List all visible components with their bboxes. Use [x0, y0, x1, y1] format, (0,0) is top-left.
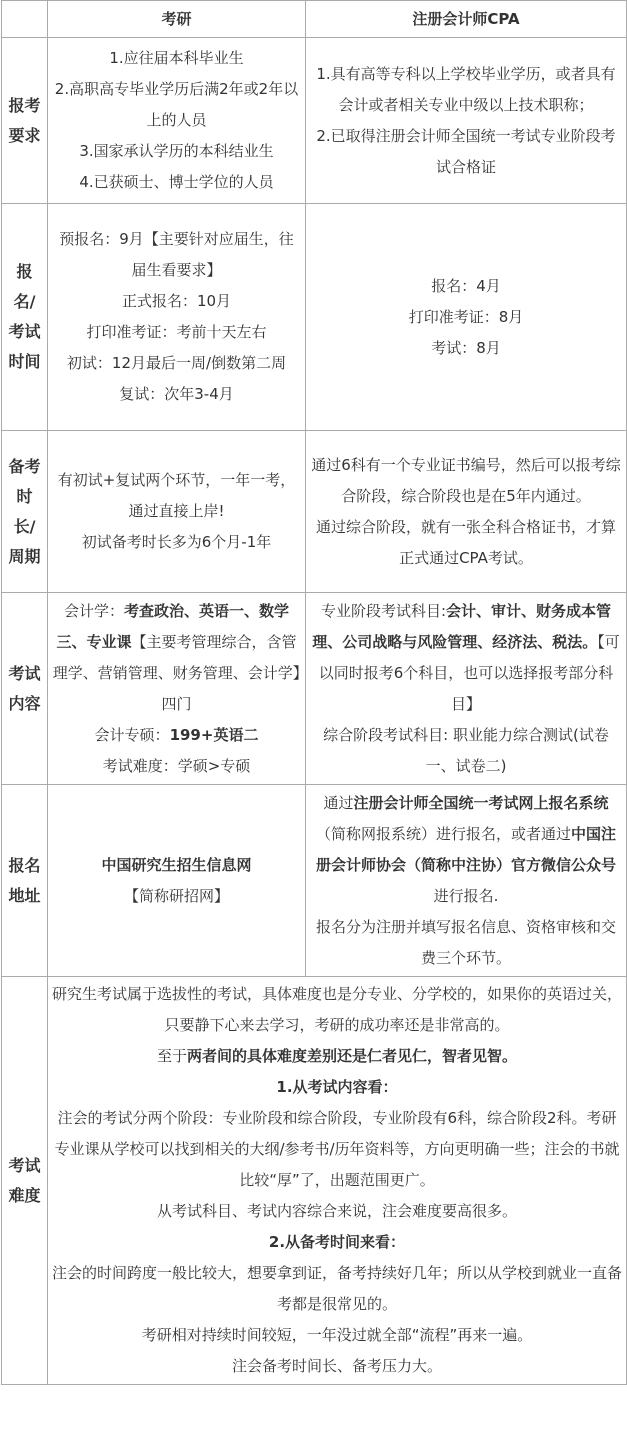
comparison-table [1, 0, 627, 1385]
cell-kaoyan-content: 会计学：考查政治、英语一、数学三、专业课【主要考管理综合，含管理学、营销管理、财务管理、会计学】四门 会计专硕：199+英语二 考试难度：学硕>专硕 [48, 593, 306, 785]
cell-cpa-address: 通过注册会计师全国统一考试网上报名系统（简称网报系统）进行报名，或者通过中国注册会计师协会（简称中注协）官方微信公众号进行报名. 报名分为注册并填写报名信息、资格审核和交费三个环节。 [306, 785, 627, 977]
header-cpa: 注册会计师CPA [306, 1, 627, 38]
cell-cpa-schedule: 报名：4月 打印准考证：8月 考试：8月 [306, 204, 627, 431]
cell-kaoyan-requirements: 1.应往届本科毕业生 2.高职高专毕业学历后满2年或2年以上的人员 3.国家承认学历的本科结业生 4.已获硕士、博士学位的人员 [48, 38, 306, 204]
cell-kaoyan-preparation: 有初试+复试两个环节，一年一考，通过直接上岸! 初试备考时长多为6个月-1年 [48, 431, 306, 593]
row-label-preparation: 备考 时长/ 周期 [2, 431, 48, 593]
cell-cpa-requirements: 1.具有高等专科以上学校毕业学历，或者具有会计或者相关专业中级以上技术职称； 2.已取得注册会计师全国统一考试专业阶段考试合格证 [306, 38, 627, 204]
cell-kaoyan-address: 中国研究生招生信息网【简称研招网】 [48, 785, 306, 977]
cell-difficulty: 研究生考试属于选拔性的考试，具体难度也是分专业、分学校的，如果你的英语过关，只要静下心来去学习，考研的成功率还是非常高的。 至于两者间的具体难度差别还是仁者见仁，智者见智。 1.从考试内容看： 注会的考试分两个阶段：专业阶段和综合阶段，专业阶段有6科，综合阶段2科。考研专业课从学校可以找到相关的大纲/参考书/历年资料等，方向更明确一些；注会的书就比较“厚”了，出题范围更广。 从考试科目、考试内容综合来说，注会难度要高很多。 2.从备考时间来看： 注会的时间跨度一般比较大，想要拿到证，备考持续好几年；所以从学校到就业一直备考都是很常见的。 考研相对持续时间较短，一年没过就全部“流程”再来一遍。 注会备考时间长、备考压力大。 [48, 977, 627, 1385]
table-header-row [2, 1, 627, 38]
cell-cpa-preparation: 通过6科有一个专业证书编号，然后可以报考综合阶段，综合阶段也是在5年内通过。 通过综合阶段，就有一张全科合格证书，才算正式通过CPA考试。 [306, 431, 627, 593]
cell-cpa-content: 专业阶段考试科目:会计、审计、财务成本管理、公司战略与风险管理、经济法、税法。【可以同时报考6个科目，也可以选择报考部分科目】 综合阶段考试科目: 职业能力综合测试(试卷一、试卷二) [306, 593, 627, 785]
header-empty [2, 1, 48, 38]
row-label-content: 考试 内容 [2, 593, 48, 785]
cell-kaoyan-schedule: 预报名：9月【主要针对应届生，往届生看要求】 正式报名：10月 打印准考证：考前十天左右 初试：12月最后一周/倒数第二周 复试：次年3-4月 [48, 204, 306, 431]
row-label-schedule: 报名/ 考试 时间 [2, 204, 48, 431]
row-address [2, 785, 627, 977]
row-preparation [2, 431, 627, 593]
row-requirements [2, 38, 627, 204]
row-difficulty [2, 977, 627, 1385]
row-content [2, 593, 627, 785]
header-kaoyan: 考研 [48, 1, 306, 38]
row-schedule [2, 204, 627, 431]
row-label-requirements: 报考 要求 [2, 38, 48, 204]
row-label-difficulty: 考试 难度 [2, 977, 48, 1385]
row-label-address: 报名 地址 [2, 785, 48, 977]
